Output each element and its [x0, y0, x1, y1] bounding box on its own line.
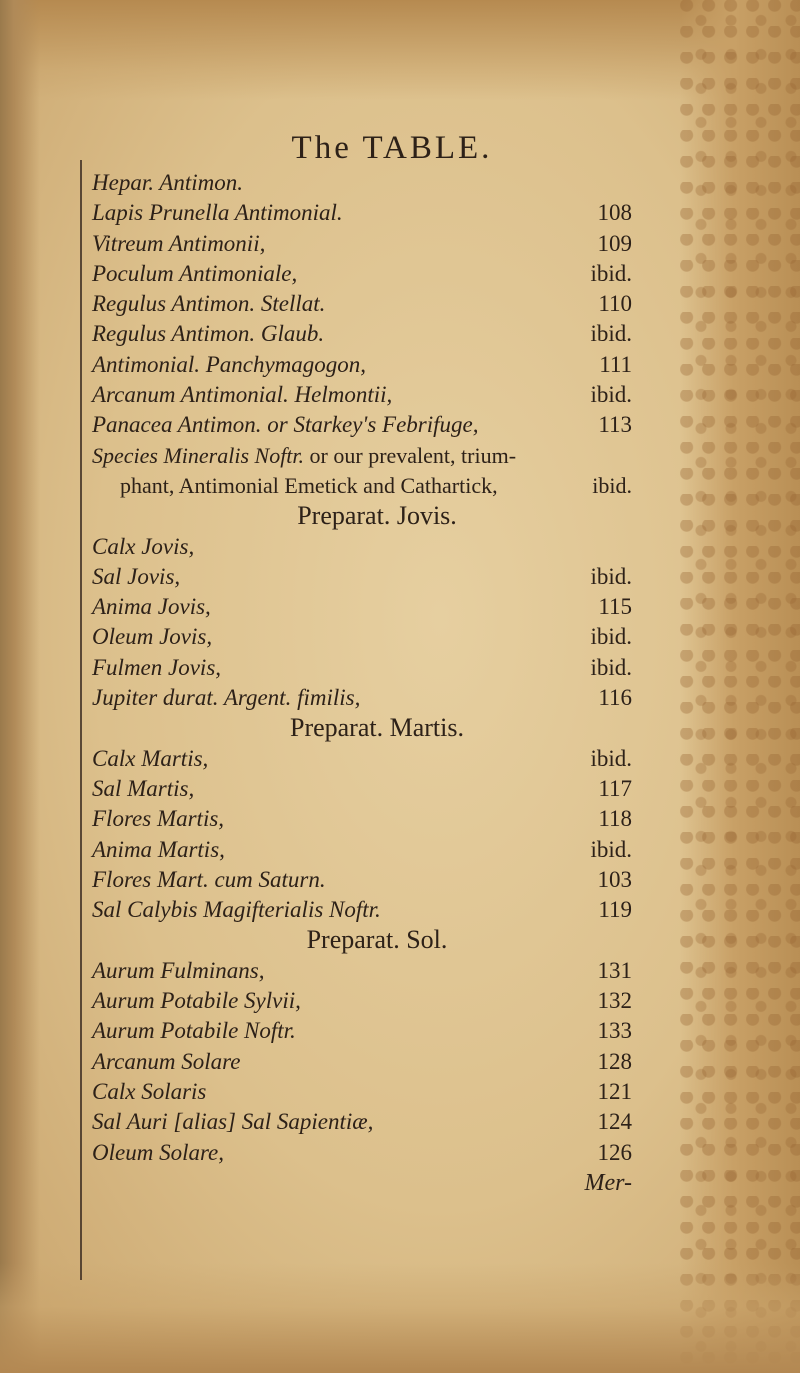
toc-entry — [92, 229, 632, 259]
toc-entry — [92, 683, 632, 713]
entry-name: Aurum Potabile Noftr. — [92, 1018, 296, 1044]
entry-page: 115 — [598, 594, 632, 620]
entry-name: Sal Martis, — [92, 775, 195, 801]
entry-page: 108 — [597, 200, 632, 226]
margin-rule — [80, 160, 82, 1280]
entry-page: ibid. — [590, 382, 632, 408]
toc-entry — [92, 289, 632, 319]
toc-entry — [92, 168, 632, 198]
group-antimony — [92, 168, 632, 501]
entry-page: ibid. — [592, 472, 632, 498]
entry-page: 113 — [598, 412, 632, 438]
entry-page: 126 — [597, 1139, 632, 1165]
entry-page: 116 — [598, 685, 632, 711]
entry-name: Aurum Potabile Sylvii, — [92, 988, 301, 1014]
entry-page: 118 — [598, 806, 632, 832]
toc-entry — [92, 350, 632, 380]
entry-name: Arcanum Antimonial. Helmontii, — [92, 382, 393, 408]
toc-entry — [92, 956, 632, 986]
entry-page: 131 — [597, 957, 632, 983]
catchword-line — [92, 1168, 632, 1198]
toc-entry — [92, 895, 632, 925]
toc-entry — [92, 1077, 632, 1107]
entry-name: Hepar. Antimon. — [92, 170, 243, 195]
toc-entry — [92, 1047, 632, 1077]
toc-entry — [92, 622, 632, 652]
toc-entry — [92, 410, 632, 440]
entry-name-second-line: phant, Antimonial Emetick and Cathartick, — [120, 472, 498, 498]
toc-entry — [92, 1138, 632, 1168]
toc-entry — [92, 744, 632, 774]
entry-page: ibid. — [590, 563, 632, 589]
toc-entry — [92, 259, 632, 289]
entry-name: Fulmen Jovis, — [92, 654, 222, 680]
entry-page: 110 — [598, 291, 632, 317]
entry-page: 117 — [598, 775, 632, 801]
entry-name: Flores Mart. cum Saturn. — [92, 866, 326, 892]
entry-page: 124 — [597, 1109, 632, 1135]
entry-page: 132 — [597, 988, 632, 1014]
entry-page: 128 — [597, 1048, 632, 1074]
section-jovis — [92, 501, 632, 713]
table-of-contents — [92, 128, 632, 1198]
entry-name: Lapis Prunella Antimonial. — [92, 200, 343, 226]
entry-name: Poculum Antimoniale, — [92, 260, 298, 286]
entry-name: Oleum Solare, — [92, 1139, 225, 1165]
toc-entry — [92, 562, 632, 592]
page-edge-left — [0, 0, 40, 1373]
section-heading: Preparat. Martis. — [289, 713, 464, 743]
section-heading: Preparat. Sol. — [306, 925, 448, 955]
entry-name: Flores Martis, — [92, 806, 225, 832]
page-edge-right — [680, 0, 800, 1373]
section-sol — [92, 925, 632, 1167]
entry-name-continued: or our prevalent, trium- — [304, 442, 517, 468]
entry-name: Calx Jovis, — [92, 533, 195, 559]
entry-name: Sal Jovis, — [92, 563, 181, 589]
toc-entry — [92, 532, 632, 562]
entry-name: Oleum Jovis, — [92, 624, 213, 650]
entry-name: Sal Auri [alias] Sal Sapientiæ, — [92, 1109, 374, 1135]
page-edge-bottom — [0, 1263, 800, 1373]
entry-page: ibid. — [590, 624, 632, 650]
entry-page: 109 — [597, 230, 632, 256]
section-heading: Preparat. Jovis. — [297, 501, 457, 531]
entry-page: ibid. — [590, 745, 632, 771]
entry-page: ibid. — [590, 260, 632, 286]
entry-name: Panacea Antimon. or Starkey's Febrifuge, — [92, 412, 479, 438]
entry-name: Anima Jovis, — [92, 594, 211, 620]
toc-entry — [92, 835, 632, 865]
entry-page: 121 — [597, 1078, 632, 1104]
toc-entry-wrapped — [92, 441, 632, 502]
catchword: Mer- — [584, 1169, 632, 1196]
entry-page: 133 — [597, 1018, 632, 1044]
toc-entry — [92, 319, 632, 349]
page-title: The TABLE. — [291, 130, 493, 166]
toc-entry — [92, 1016, 632, 1046]
toc-entry — [92, 865, 632, 895]
entry-name: Regulus Antimon. Glaub. — [92, 321, 325, 347]
toc-entry — [92, 653, 632, 683]
entry-name: Regulus Antimon. Stellat. — [92, 291, 326, 317]
toc-entry — [92, 774, 632, 804]
entry-name: Calx Solaris — [92, 1078, 207, 1104]
entry-name: Sal Calybis Magifterialis Noftr. — [92, 897, 381, 923]
entry-page: ibid. — [590, 321, 632, 347]
toc-entry — [92, 986, 632, 1016]
entry-name: Anima Martis, — [92, 836, 225, 862]
entry-name: Aurum Fulminans, — [92, 957, 265, 983]
entry-page: ibid. — [590, 654, 632, 680]
entry-page: 103 — [597, 866, 632, 892]
entry-name: Species Mineralis Noftr. — [92, 442, 305, 468]
entry-name: Arcanum Solare — [92, 1048, 241, 1074]
section-martis — [92, 713, 632, 925]
toc-entry — [92, 804, 632, 834]
toc-entry — [92, 380, 632, 410]
entry-page: 111 — [599, 351, 632, 377]
entry-name: Jupiter durat. Argent. fimilis, — [92, 685, 361, 711]
entry-page: 119 — [598, 897, 632, 923]
entry-name: Antimonial. Panchymagogon, — [92, 351, 367, 377]
entry-name: Calx Martis, — [92, 745, 209, 771]
toc-entry — [92, 592, 632, 622]
entry-page: ibid. — [590, 836, 632, 862]
toc-entry — [92, 1107, 632, 1137]
entry-name: Vitreum Antimonii, — [92, 230, 266, 256]
toc-entry — [92, 198, 632, 228]
